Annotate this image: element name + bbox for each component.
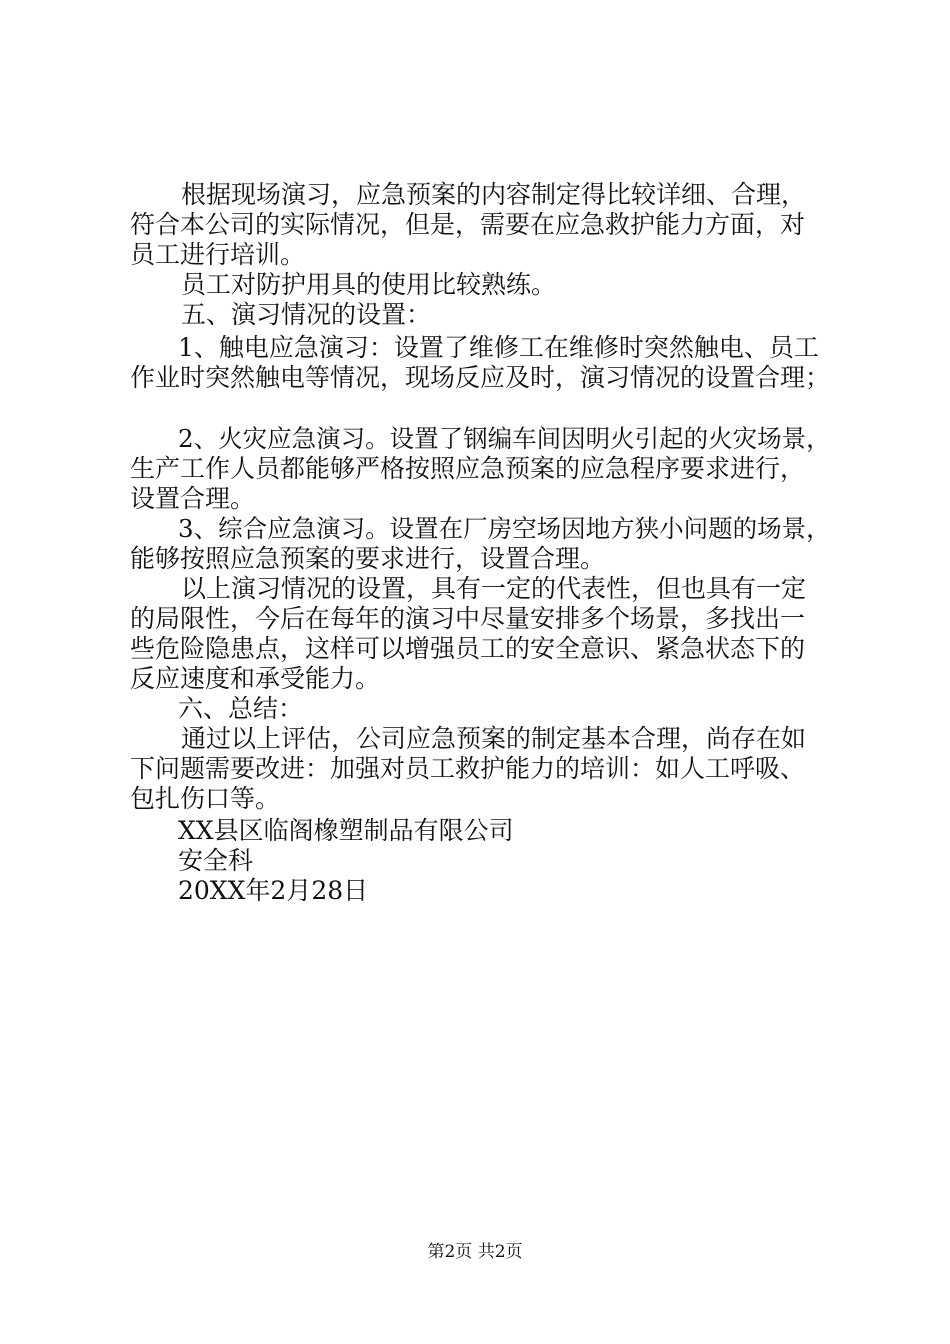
paragraph-line: 符合本公司的实际情况，但是，需要在应急救护能力方面，对 — [130, 210, 806, 239]
paragraph-line: 反应速度和承受能力。 — [130, 664, 381, 693]
paragraph-line: 下问题需要改进：加强对员工救护能力的培训：如人工呼吸、 — [130, 754, 806, 783]
company-name: XX县区临阁橡塑制品有限公司 — [178, 816, 514, 845]
paragraph-line: 包扎伤口等。 — [130, 784, 281, 813]
paragraph-line: 以上演习情况的设置，具有一定的代表性，但也具有一定 — [181, 574, 807, 603]
paragraph-line: 的局限性，今后在每年的演习中尽量安排多个场景，多找出一 — [130, 604, 806, 633]
paragraph-line: 1、触电应急演习：设置了维修工在维修时突然触电、员工 — [178, 333, 819, 362]
paragraph-line: 2、火灾应急演习。设置了钢编车间因明火引起的火灾场景， — [178, 424, 831, 453]
paragraph-line: 根据现场演习，应急预案的内容制定得比较详细、合理， — [181, 180, 807, 209]
page-number-footer: 第2页 共2页 — [427, 1242, 523, 1262]
section-heading: 五、演习情况的设置： — [181, 300, 432, 329]
paragraph-line: 些危险隐患点，这样可以增强员工的安全意识、紧急状态下的 — [130, 634, 806, 663]
section-heading: 六、总结： — [178, 694, 304, 723]
paragraph-line: 员工对防护用具的使用比较熟练。 — [181, 270, 557, 299]
paragraph-line: 设置合理。 — [130, 484, 256, 513]
paragraph-line: 通过以上评估，公司应急预案的制定基本合理，尚存在如 — [181, 724, 807, 753]
paragraph-line: 生产工作人员都能够严格按照应急预案的应急程序要求进行， — [130, 454, 806, 483]
paragraph-line: 能够按照应急预案的要求进行，设置合理。 — [130, 544, 606, 573]
department-name: 安全科 — [178, 846, 254, 875]
document-date: 20XX年2月28日 — [178, 876, 369, 905]
paragraph-line: 员工进行培训。 — [130, 240, 306, 269]
paragraph-line: 3、综合应急演习。设置在厂房空场因地方狭小问题的场景， — [178, 514, 831, 543]
paragraph-line: 作业时突然触电等情况，现场反应及时，演习情况的设置合理； — [130, 363, 831, 392]
